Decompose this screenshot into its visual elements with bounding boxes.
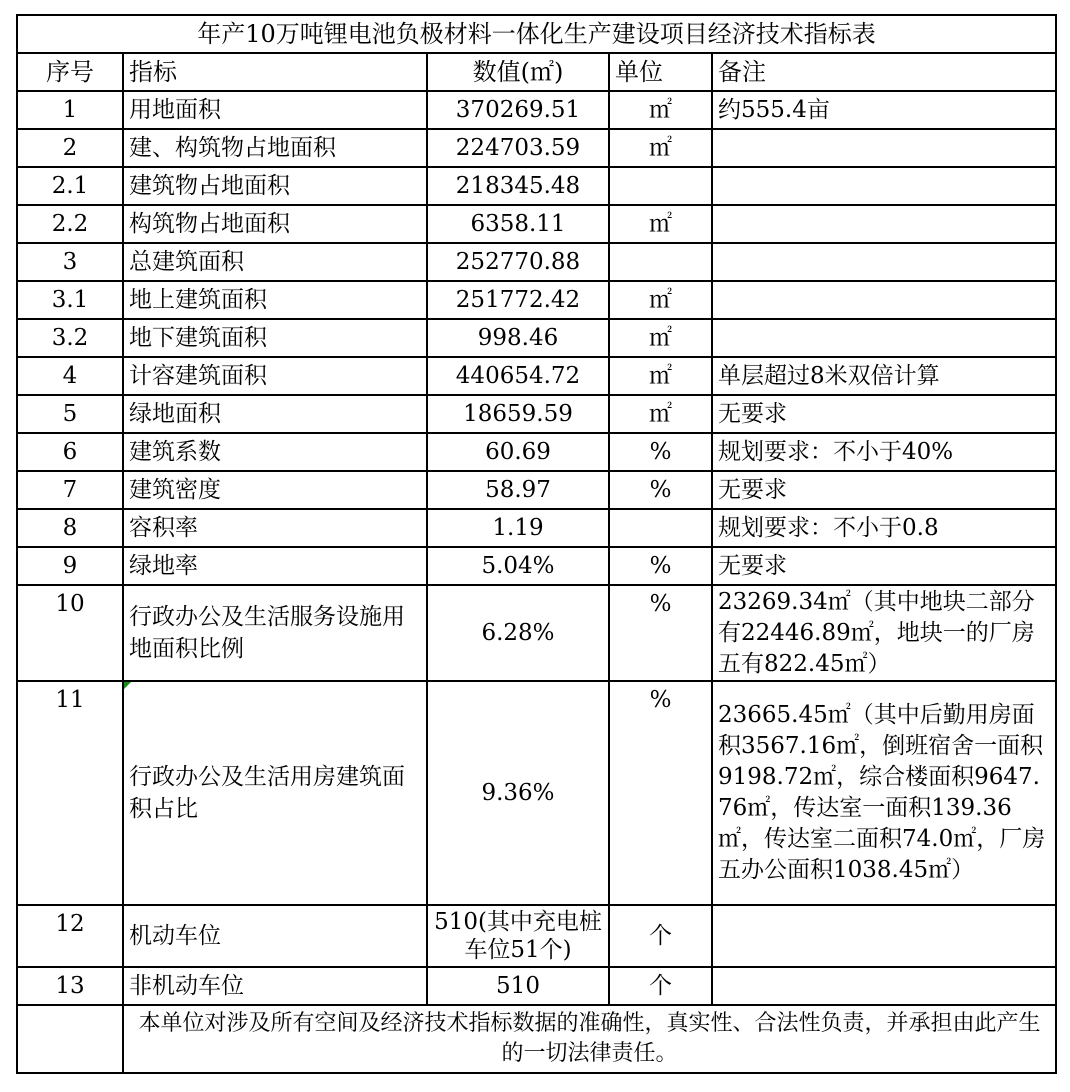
row-no: 7 [17,471,123,509]
table-row [17,91,1056,129]
row-unit [609,509,712,547]
row-value: 510 [427,967,609,1005]
row-no: 2.1 [17,167,123,205]
row-remark [712,905,1056,967]
row-remark [712,281,1056,319]
row-unit: ㎡ [609,319,712,357]
row-value: 252770.88 [427,243,609,281]
header-remark: 备注 [712,53,1056,91]
table-row [17,281,1056,319]
table-row [17,471,1056,509]
table-row [17,509,1056,547]
row-unit: % [609,433,712,471]
row-no: 3.1 [17,281,123,319]
row-indicator: 建筑系数 [123,433,427,471]
row-unit: ㎡ [609,205,712,243]
row-value: 18659.59 [427,395,609,433]
row-indicator: 行政办公及生活服务设施用地面积比例 [123,585,427,681]
row-indicator: 绿地面积 [123,395,427,433]
row-value: 6358.11 [427,205,609,243]
row-no: 12 [17,905,123,967]
row-no: 8 [17,509,123,547]
row-value: 218345.48 [427,167,609,205]
header-unit: 单位 [609,53,712,91]
row-remark [712,205,1056,243]
row-remark: 规划要求：不小于0.8 [712,509,1056,547]
row-unit: % [609,471,712,509]
row-unit: ㎡ [609,129,712,167]
row-indicator: 绿地率 [123,547,427,585]
row-remark: 单层超过8米双倍计算 [712,357,1056,395]
table-row [17,585,1056,681]
row-remark [712,967,1056,1005]
row-indicator: 建筑物占地面积 [123,167,427,205]
row-no: 11 [17,681,123,905]
row-no: 10 [17,585,123,681]
table-row [17,905,1056,967]
row-indicator: 用地面积 [123,91,427,129]
row-unit: 个 [609,967,712,1005]
table-title-row [17,15,1056,53]
indicator-table-container [16,14,1057,1074]
row-indicator: 机动车位 [123,905,427,967]
row-remark [712,243,1056,281]
row-unit: % [609,681,712,905]
row-no: 3.2 [17,319,123,357]
row-indicator: 地下建筑面积 [123,319,427,357]
row-indicator: 容积率 [123,509,427,547]
table-title: 年产10万吨锂电池负极材料一体化生产建设项目经济技术指标表 [17,15,1056,53]
row-value: 5.04% [427,547,609,585]
row-remark: 23665.45㎡（其中后勤用房面积3567.16㎡，倒班宿舍一面积9198.72㎡，综合楼面积9647.76㎡，传达室一面积139.36㎡，传达室二面积74.0㎡，厂房五办公面积1038.45㎡） [712,681,1056,905]
row-no: 5 [17,395,123,433]
row-unit: ㎡ [609,357,712,395]
row-value: 1.19 [427,509,609,547]
row-no: 3 [17,243,123,281]
row-unit [609,243,712,281]
row-value: 998.46 [427,319,609,357]
row-value: 9.36% [427,681,609,905]
row-remark [712,319,1056,357]
table-row [17,243,1056,281]
comment-marker-icon [124,682,131,689]
table-row [17,357,1056,395]
row-unit: ㎡ [609,91,712,129]
footer-note: 本单位对涉及所有空间及经济技术指标数据的准确性，真实性、合法性负责，并承担由此产生的一切法律责任。 [123,1005,1056,1073]
row-no: 2.2 [17,205,123,243]
row-value: 440654.72 [427,357,609,395]
row-no: 13 [17,967,123,1005]
table-row [17,681,1056,905]
header-value: 数值(㎡) [427,53,609,91]
row-remark: 规划要求：不小于40% [712,433,1056,471]
table-row [17,167,1056,205]
row-no: 2 [17,129,123,167]
row-no: 6 [17,433,123,471]
indicator-table [16,14,1057,1074]
table-row [17,129,1056,167]
header-no: 序号 [17,53,123,91]
table-row [17,433,1056,471]
row-unit: % [609,585,712,681]
row-value: 6.28% [427,585,609,681]
row-value: 58.97 [427,471,609,509]
row-indicator: 总建筑面积 [123,243,427,281]
row-value: 224703.59 [427,129,609,167]
row-indicator: 地上建筑面积 [123,281,427,319]
table-row [17,319,1056,357]
row-indicator: 建筑密度 [123,471,427,509]
row-indicator: 非机动车位 [123,967,427,1005]
row-indicator: 计容建筑面积 [123,357,427,395]
row-remark [712,129,1056,167]
footer-empty-cell [17,1005,123,1073]
row-value: 370269.51 [427,91,609,129]
row-indicator: 行政办公及生活用房建筑面积占比 [123,681,427,905]
row-unit [609,167,712,205]
row-value: 251772.42 [427,281,609,319]
row-remark: 无要求 [712,471,1056,509]
row-unit: ㎡ [609,395,712,433]
row-indicator: 建、构筑物占地面积 [123,129,427,167]
row-unit: 个 [609,905,712,967]
row-remark: 无要求 [712,395,1056,433]
row-remark: 23269.34㎡（其中地块二部分有22446.89㎡，地块一的厂房五有822.45㎡） [712,585,1056,681]
header-indicator: 指标 [123,53,427,91]
footer-row [17,1005,1056,1073]
row-no: 4 [17,357,123,395]
row-indicator: 构筑物占地面积 [123,205,427,243]
row-remark: 无要求 [712,547,1056,585]
row-no: 9 [17,547,123,585]
table-row [17,395,1056,433]
row-remark [712,167,1056,205]
header-row [17,53,1056,91]
row-unit: ㎡ [609,281,712,319]
row-no: 1 [17,91,123,129]
table-row [17,205,1056,243]
table-row [17,547,1056,585]
row-remark: 约555.4亩 [712,91,1056,129]
row-value: 510(其中充电桩车位51个) [427,905,609,967]
row-value: 60.69 [427,433,609,471]
table-row [17,967,1056,1005]
row-unit: % [609,547,712,585]
